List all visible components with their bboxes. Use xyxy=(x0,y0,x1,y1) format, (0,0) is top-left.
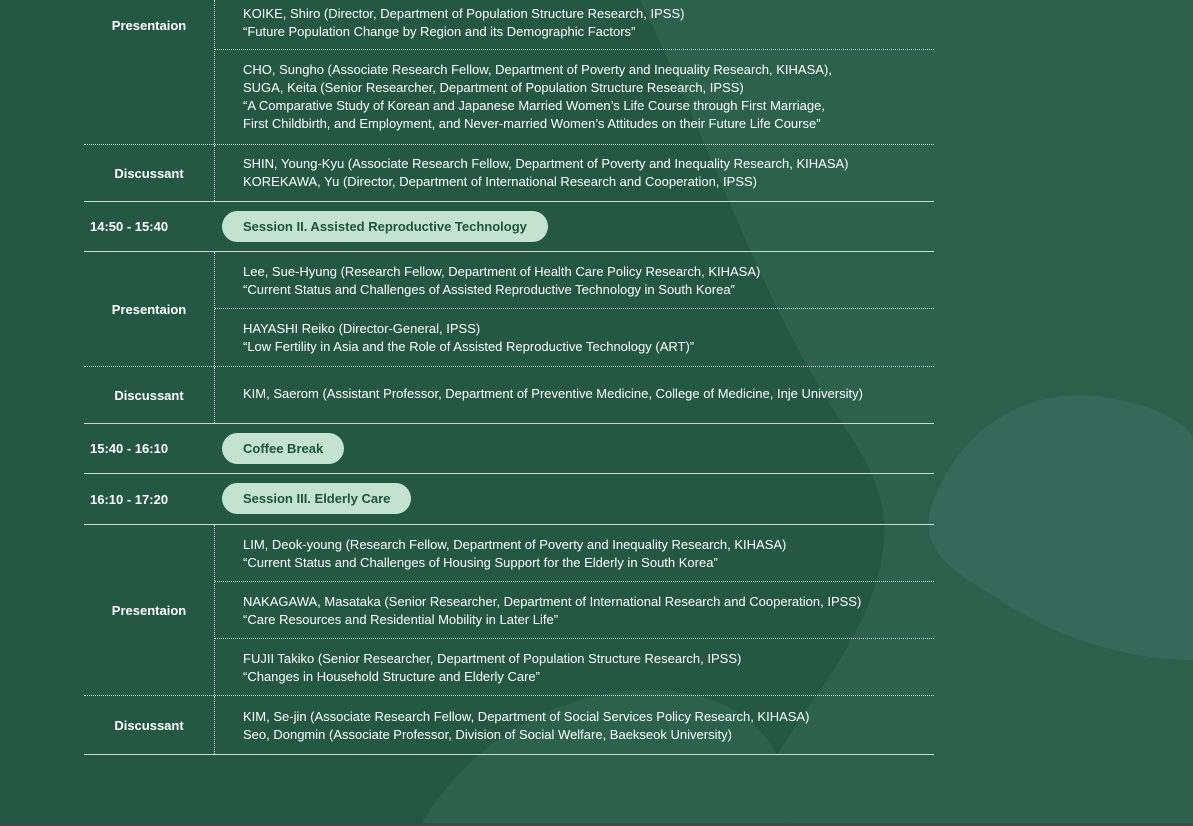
presentation-entry xyxy=(243,5,933,41)
presentation-label: Presentaion xyxy=(111,301,187,317)
presentation-label: Presentaion xyxy=(111,602,187,618)
presentation-title: “Low Fertility in Asia and the Role of Assisted Reproductive Technology (ART)” xyxy=(243,339,695,354)
presenter-line: LIM, Deok-young (Research Fellow, Department of Poverty and Inequality Research, KIHASA) xyxy=(243,537,787,552)
solid-separator xyxy=(84,754,934,755)
discussant-label: Discussant xyxy=(114,387,184,403)
presenter-line: FUJII Takiko (Senior Researcher, Department of Population Structure Research, IPSS) xyxy=(243,651,742,666)
column-divider xyxy=(214,367,215,423)
presentation-title: “Changes in Household Structure and Elderly Care” xyxy=(243,669,540,684)
discussant-entry xyxy=(243,155,933,191)
dotted-separator xyxy=(215,638,934,639)
presenter-line: SUGA, Keita (Senior Researcher, Department of Population Structure Research, IPSS) xyxy=(243,80,744,95)
session1-discussant-row xyxy=(84,145,934,201)
presenter-line: NAKAGAWA, Masataka (Senior Researcher, Department of International Research and Cooperation, IPSS) xyxy=(243,594,862,609)
presentation-title: “Care Resources and Residential Mobility in Later Life” xyxy=(243,612,559,627)
presentation-label: Presentaion xyxy=(111,17,187,33)
presenter-line: CHO, Sungho (Associate Research Fellow, Department of Poverty and Inequality Research, KIHASA), xyxy=(243,62,832,77)
session-title-pill: Session III. Elderly Care xyxy=(222,483,411,514)
solid-separator xyxy=(84,473,934,474)
presentation-title: First Childbirth, and Employment, and Never-married Women’s Attitudes on their Future Life Course” xyxy=(243,116,821,131)
session2-discussant-row xyxy=(84,367,934,423)
column-divider xyxy=(214,145,215,201)
presenter-line: KOIKE, Shiro (Director, Department of Population Structure Research, IPSS) xyxy=(243,6,685,21)
presenter-line: Lee, Sue-Hyung (Research Fellow, Department of Health Care Policy Research, KIHASA) xyxy=(243,264,761,279)
column-divider xyxy=(214,525,215,695)
discussant-label: Discussant xyxy=(114,717,184,733)
discussant-line: SHIN, Young-Kyu (Associate Research Fellow, Department of Poverty and Inequality Research, KIHASA) xyxy=(243,156,849,171)
coffee-break-pill: Coffee Break xyxy=(222,433,344,464)
column-divider xyxy=(214,252,215,366)
presentation-entry xyxy=(243,593,933,629)
column-divider xyxy=(214,0,215,144)
presentation-entry xyxy=(243,320,933,356)
presentation-entry xyxy=(243,61,933,133)
presenter-line: HAYASHI Reiko (Director-General, IPSS) xyxy=(243,321,481,336)
session-time: 14:50 - 15:40 xyxy=(90,219,169,234)
session-title-pill: Session II. Assisted Reproductive Technology xyxy=(222,211,548,242)
presentation-entry xyxy=(243,536,933,572)
discussant-entry xyxy=(243,708,933,744)
discussant-entry xyxy=(243,385,933,403)
presentation-title: “Current Status and Challenges of Housing Support for the Elderly in South Korea” xyxy=(243,555,718,570)
session3-discussant-row xyxy=(84,696,934,754)
discussant-line: KIM, Se-jin (Associate Research Fellow, Department of Social Services Policy Research, KIHASA) xyxy=(243,709,810,724)
discussant-line: KIM, Saerom (Assistant Professor, Department of Preventive Medicine, College of Medicine, Inje University) xyxy=(243,386,863,401)
session-time: 16:10 - 17:20 xyxy=(90,491,169,507)
presentation-title: “Current Status and Challenges of Assisted Reproductive Technology in South Korea” xyxy=(243,282,735,297)
session1-presentation-row xyxy=(84,0,934,144)
solid-separator xyxy=(84,201,934,202)
presentation-title: “A Comparative Study of Korean and Japanese Married Women’s Life Course through First Marriage, xyxy=(243,98,825,113)
discussant-label: Discussant xyxy=(114,165,184,181)
coffee-break-time: 15:40 - 16:10 xyxy=(90,441,169,456)
discussant-line: Seo, Dongmin (Associate Professor, Division of Social Welfare, Baekseok University) xyxy=(243,727,732,742)
discussant-line: KOREKAWA, Yu (Director, Department of International Research and Cooperation, IPSS) xyxy=(243,174,757,189)
session3-presentation-row xyxy=(84,525,934,695)
column-divider xyxy=(214,696,215,754)
presentation-entry xyxy=(243,650,933,686)
session2-presentation-row xyxy=(84,252,934,366)
solid-separator xyxy=(84,423,934,424)
presentation-title: “Future Population Change by Region and its Demographic Factors” xyxy=(243,24,636,39)
dotted-separator xyxy=(215,308,934,309)
presentation-entry xyxy=(243,263,933,299)
dotted-separator xyxy=(215,581,934,582)
dotted-separator xyxy=(215,49,934,50)
